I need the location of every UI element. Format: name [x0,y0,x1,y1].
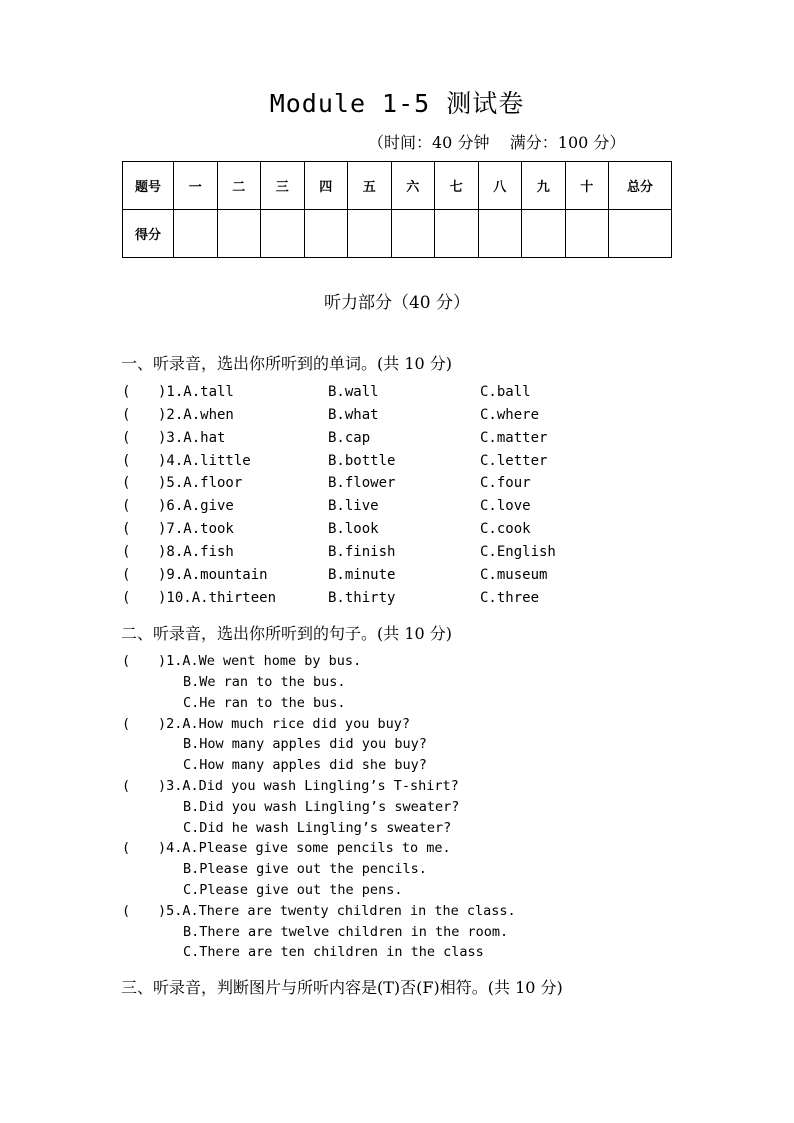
section-title: 听力部分（40 分） [323,293,471,313]
option-b: B.There are twelve children in the room. [183,924,509,940]
score-cell: 总分 [609,162,672,210]
part2-heading: 二、听录音，选出你所听到的句子。(共 10 分) [121,624,453,643]
option-b: B.what [328,407,379,423]
page-title: Module 1-5 测试卷 [269,89,525,118]
score-cell: 二 [217,162,261,210]
option-b: B.wall [328,384,379,400]
answer-paren: ( [122,590,131,606]
score-cell: 六 [391,162,435,210]
score-input-cell [217,210,261,258]
answer-paren: ( [122,778,131,794]
score-cell: 一 [174,162,218,210]
option-c: C.How many apples did she buy? [183,757,427,773]
answer-paren: ( [122,840,131,856]
option-c: C.ball [480,384,531,400]
score-input-cell [391,210,435,258]
option-c: C.letter [480,453,548,469]
option-c: C.four [480,475,531,491]
score-input-cell [522,210,566,258]
score-cell: 八 [478,162,522,210]
score-input-cell [565,210,609,258]
part3-heading: 三、听录音，判断图片与所听内容是(T)否(F)相符。(共 10 分) [121,978,563,997]
option-c: C.where [480,407,540,423]
option-c: C.Please give out the pens. [183,882,403,898]
answer-paren: ( [122,716,131,732]
option-a: )1.A.We went home by bus. [158,653,362,669]
answer-paren: ( [122,498,131,514]
answer-paren: ( [122,384,131,400]
option-c: C.He ran to the bus. [183,695,346,711]
score-table-header-row [123,162,672,210]
score-input-cell [478,210,522,258]
exam-info: （时间：40 分钟 满分：100 分） [368,133,626,152]
score-cell: 四 [304,162,348,210]
option-a: )1.A.tall [158,384,234,400]
score-cell: 得分 [123,210,174,258]
option-b: B.bottle [328,453,396,469]
option-c: C.museum [480,567,548,583]
option-a: )5.A.There are twenty children in the class. [158,903,516,919]
score-input-cell [609,210,672,258]
option-a: )7.A.took [158,521,234,537]
answer-paren: ( [122,544,131,560]
score-cell: 十 [565,162,609,210]
option-b: B.thirty [328,590,396,606]
score-cell: 九 [522,162,566,210]
option-a: )10.A.thirteen [158,590,277,606]
option-b: B.live [328,498,379,514]
option-c: C.matter [480,430,548,446]
option-c: C.cook [480,521,531,537]
option-b: B.look [328,521,379,537]
option-b: B.finish [328,544,396,560]
answer-paren: ( [122,653,131,669]
option-a: )3.A.hat [158,430,226,446]
option-b: B.Please give out the pencils. [183,861,427,877]
score-cell: 七 [435,162,479,210]
answer-paren: ( [122,567,131,583]
answer-paren: ( [122,475,131,491]
option-b: B.How many apples did you buy? [183,736,427,752]
score-input-cell [304,210,348,258]
option-c: C.three [480,590,540,606]
option-b: B.We ran to the bus. [183,674,346,690]
option-a: )4.A.little [158,453,251,469]
option-c: C.There are ten children in the class [183,944,484,960]
option-a: )6.A.give [158,498,234,514]
option-b: B.minute [328,567,396,583]
score-table-score-row [123,210,672,258]
score-input-cell [348,210,392,258]
option-c: C.Did he wash Lingling’s sweater? [183,820,452,836]
option-a: )2.A.How much rice did you buy? [158,716,410,732]
part1-heading: 一、听录音，选出你所听到的单词。(共 10 分) [121,354,453,373]
option-c: C.love [480,498,531,514]
option-a: )3.A.Did you wash Lingling’s T-shirt? [158,778,459,794]
option-a: )9.A.mountain [158,567,268,583]
option-b: B.Did you wash Lingling’s sweater? [183,799,460,815]
option-b: B.cap [328,430,371,446]
option-a: )4.A.Please give some pencils to me. [158,840,451,856]
answer-paren: ( [122,407,131,423]
option-a: )8.A.fish [158,544,234,560]
option-a: )2.A.when [158,407,234,423]
score-input-cell [435,210,479,258]
option-c: C.English [480,544,556,560]
answer-paren: ( [122,903,131,919]
answer-paren: ( [122,430,131,446]
score-table [122,161,672,258]
answer-paren: ( [122,453,131,469]
score-cell: 五 [348,162,392,210]
answer-paren: ( [122,521,131,537]
score-cell: 题号 [123,162,174,210]
score-cell: 三 [261,162,305,210]
score-input-cell [261,210,305,258]
option-a: )5.A.floor [158,475,243,491]
score-input-cell [174,210,218,258]
option-b: B.flower [328,475,396,491]
